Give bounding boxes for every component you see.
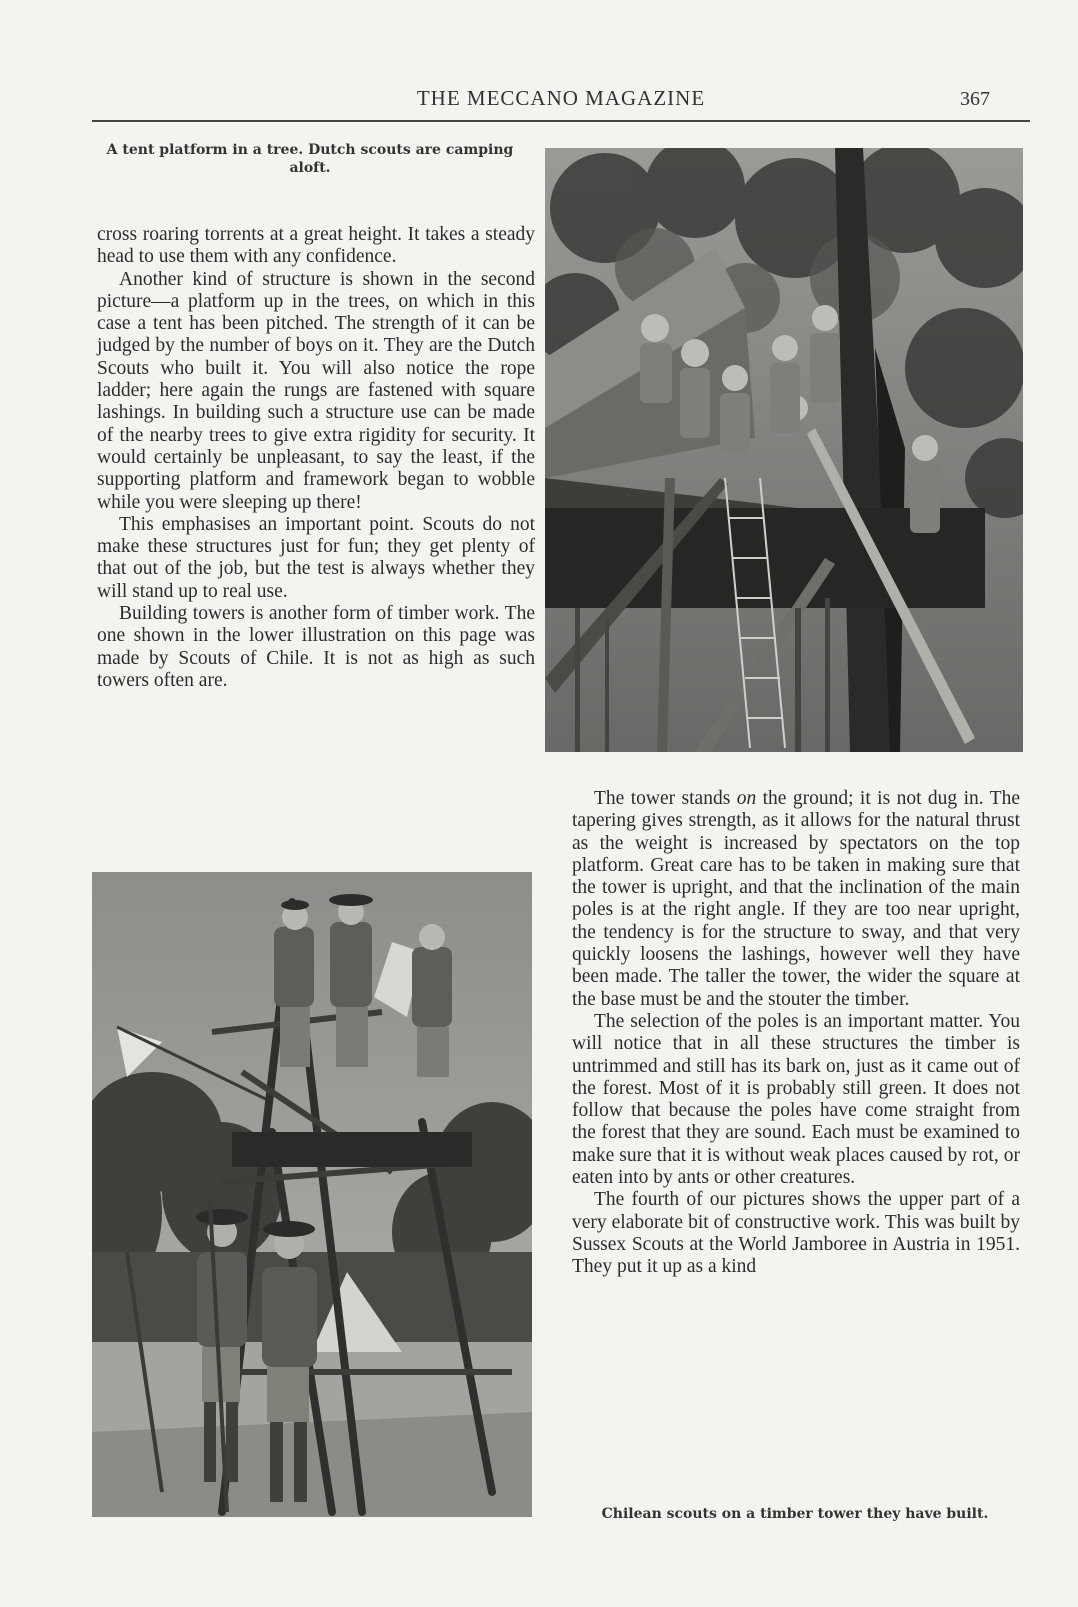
paragraph (572, 788, 1020, 1011)
paragraph-rest: the ground; it is not dug in. The tapering gives strength, as it allows for the natural thrust as the weight is increased by spectators on the top platform. Great care has to be taken in making sure that the tower is upright, and that the inclination of the main poles is at the right angle. If they are too near upright, the tendency is for the structure to sway, and that very quickly loosens the lashings, however well they have been made. The taller the tower, the wider the square at the base must be and the stouter the timber. (572, 788, 1020, 1010)
emphasis: on (736, 788, 757, 809)
paragraph: The fourth of our pictures shows the upper part of a very elaborate bit of constructive work. This was built by Sussex Scouts at the World Jamboree in Austria in 1951. They put it up as a kind (572, 1189, 1020, 1278)
page-number: 367 (960, 88, 990, 110)
page-header (92, 84, 1030, 122)
right-text-column (572, 788, 1020, 1279)
paragraph: cross roaring torrents at a great height. It takes a steady head to use them with any confidence. (97, 224, 535, 268)
left-text-column (97, 224, 535, 692)
timber-tower-illustration (92, 872, 532, 1517)
timber-tower-caption: Chilean scouts on a timber tower they have built. (601, 1506, 989, 1522)
paragraph: Building towers is another form of timber work. The one shown in the lower illustration on this page was made by Scouts of Chile. It is not as high as such towers often are. (97, 603, 535, 691)
tent-platform-caption: A tent platform in a tree. Dutch scouts are camping aloft. (106, 142, 514, 176)
timber-tower-photo (92, 872, 532, 1517)
magazine-title: THE MECCANO MAGAZINE (416, 86, 706, 110)
paragraph: The selection of the poles is an important matter. You will notice that in all these structures the timber is untrimmed and still has its bark on, just as it came out of the forest. Most of it is probably still green. It does not follow that because the poles have come straight from the forest that they are sound. Each must be examined to make sure that it is without weak places caused by rot, or eaten into by ants or other creatures. (572, 1010, 1020, 1189)
tent-platform-illustration (545, 148, 1023, 752)
paragraph: This emphasises an important point. Scouts do not make these structures just for fun; they get plenty of that out of the job, but the test is always whether they will stand up to real use. (97, 513, 535, 602)
paragraph-start: The tower stands (594, 788, 737, 809)
tent-platform-photo (545, 148, 1023, 752)
paragraph: Another kind of structure is shown in the second picture—a platform up in the trees, on which in this case a tent has been pitched. The strength of it can be judged by the number of boys on it. They are the Dutch Scouts who built it. You will also notice the rope ladder; here again the rungs are fastened with square lashings. In building such a structure use can be made of the nearby trees to give extra rigidity for security. It would certainly be unpleasant, to say the least, if the supporting platform and framework began to wobble while you were sleeping up there! (97, 268, 535, 513)
